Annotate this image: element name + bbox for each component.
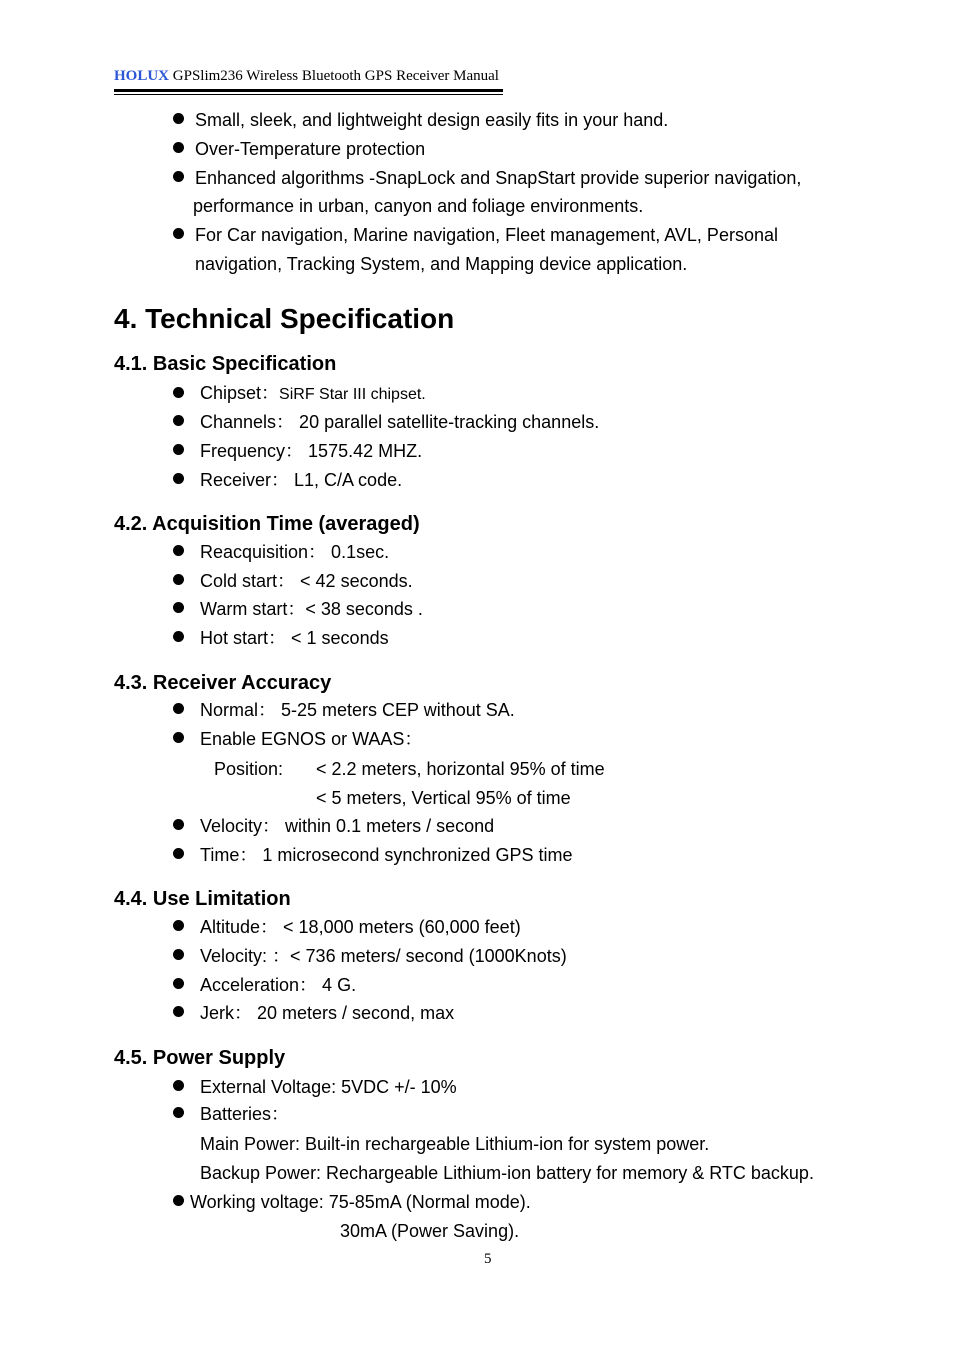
bullet-icon xyxy=(173,415,184,426)
bullet-icon xyxy=(173,1195,184,1206)
bullet-icon xyxy=(173,171,184,182)
bullet-icon xyxy=(173,387,184,398)
brand-name: HOLUX xyxy=(114,68,170,84)
bullet-icon xyxy=(173,920,184,931)
list-item: Hot start： < 1 seconds xyxy=(200,628,389,648)
bullet-icon xyxy=(173,602,184,613)
chipset-label: Chipset： xyxy=(200,383,280,403)
list-item: Enhanced algorithms -SnapLock and SnapStart provide superior navigation, xyxy=(195,168,802,188)
header-rule-thin xyxy=(114,94,503,95)
list-item: Normal： 5-25 meters CEP without SA. xyxy=(200,700,515,720)
bullet-icon xyxy=(173,444,184,455)
list-item: Reacquisition： 0.1sec. xyxy=(200,542,390,562)
list-item xyxy=(200,382,426,406)
position-vertical: < 5 meters, Vertical 95% of time xyxy=(316,788,571,808)
bullet-icon xyxy=(173,113,184,124)
subsection-title: 4.4. Use Limitation xyxy=(114,888,291,910)
list-item: Enable EGNOS or WAAS： xyxy=(200,729,423,749)
list-item: External Voltage: 5VDC +/- 10% xyxy=(200,1077,457,1097)
bullet-icon xyxy=(173,142,184,153)
list-item: Receiver： L1, C/A code. xyxy=(200,470,403,490)
list-item: Channels： 20 parallel satellite-tracking channels. xyxy=(200,412,600,432)
bullet-icon xyxy=(173,848,184,859)
list-item: Cold start： < 42 seconds. xyxy=(200,571,413,591)
bullet-icon xyxy=(173,1107,184,1118)
subsection-title: 4.1. Basic Specification xyxy=(114,353,337,375)
bullet-icon xyxy=(173,1080,184,1091)
page-number: 5 xyxy=(484,1251,492,1267)
list-item: Small, sleek, and lightweight design easily fits in your hand. xyxy=(195,110,669,130)
bullet-icon xyxy=(173,949,184,960)
subsection-title: 4.2. Acquisition Time (averaged) xyxy=(114,513,420,535)
bullet-icon xyxy=(173,1006,184,1017)
list-item: Jerk： 20 meters / second, max xyxy=(200,1003,455,1023)
section-title: 4. Technical Specification xyxy=(114,303,455,334)
manual-title: GPSlim236 Wireless Bluetooth GPS Receiver Manual xyxy=(169,68,499,84)
chipset-value: SiRF Star III chipset. xyxy=(279,386,426,403)
position-label: Position: xyxy=(214,759,284,779)
list-item: Velocity： within 0.1 meters / second xyxy=(200,816,495,836)
list-item: Over-Temperature protection xyxy=(195,139,426,159)
list-item-continuation: navigation, Tracking System, and Mapping device application. xyxy=(195,254,688,274)
position-horizontal: < 2.2 meters, horizontal 95% of time xyxy=(316,759,605,779)
bullet-icon xyxy=(173,732,184,743)
subsection-title: 4.3. Receiver Accuracy xyxy=(114,672,332,694)
header-rule-thick xyxy=(114,89,503,92)
bullet-icon xyxy=(173,703,184,714)
running-header xyxy=(114,68,499,85)
power-saving-line: 30mA (Power Saving). xyxy=(340,1221,520,1241)
list-item: Acceleration： 4 G. xyxy=(200,975,357,995)
bullet-icon xyxy=(173,978,184,989)
main-power-line: Main Power: Built-in rechargeable Lithium-ion for system power. xyxy=(200,1134,710,1154)
list-item: For Car navigation, Marine navigation, Fleet management, AVL, Personal xyxy=(195,225,778,245)
bullet-icon xyxy=(173,631,184,642)
working-voltage-line: Working voltage: 75-85mA (Normal mode). xyxy=(190,1192,531,1212)
list-item: Warm start：< 38 seconds . xyxy=(200,599,423,619)
bullet-icon xyxy=(173,819,184,830)
bullet-icon xyxy=(173,473,184,484)
list-item: Batteries： xyxy=(200,1104,290,1124)
bullet-icon xyxy=(173,545,184,556)
bullet-icon xyxy=(173,574,184,585)
bullet-icon xyxy=(173,228,184,239)
list-item-continuation: performance in urban, canyon and foliage environments. xyxy=(193,196,644,216)
subsection-title: 4.5. Power Supply xyxy=(114,1047,286,1069)
list-item: Altitude： < 18,000 meters (60,000 feet) xyxy=(200,917,521,937)
list-item: Time： 1 microsecond synchronized GPS time xyxy=(200,845,573,865)
list-item: Velocity: ：< 736 meters/ second (1000Knots) xyxy=(200,946,567,966)
list-item: Frequency： 1575.42 MHZ. xyxy=(200,441,423,461)
backup-power-line: Backup Power: Rechargeable Lithium-ion battery for memory & RTC backup. xyxy=(200,1163,814,1183)
